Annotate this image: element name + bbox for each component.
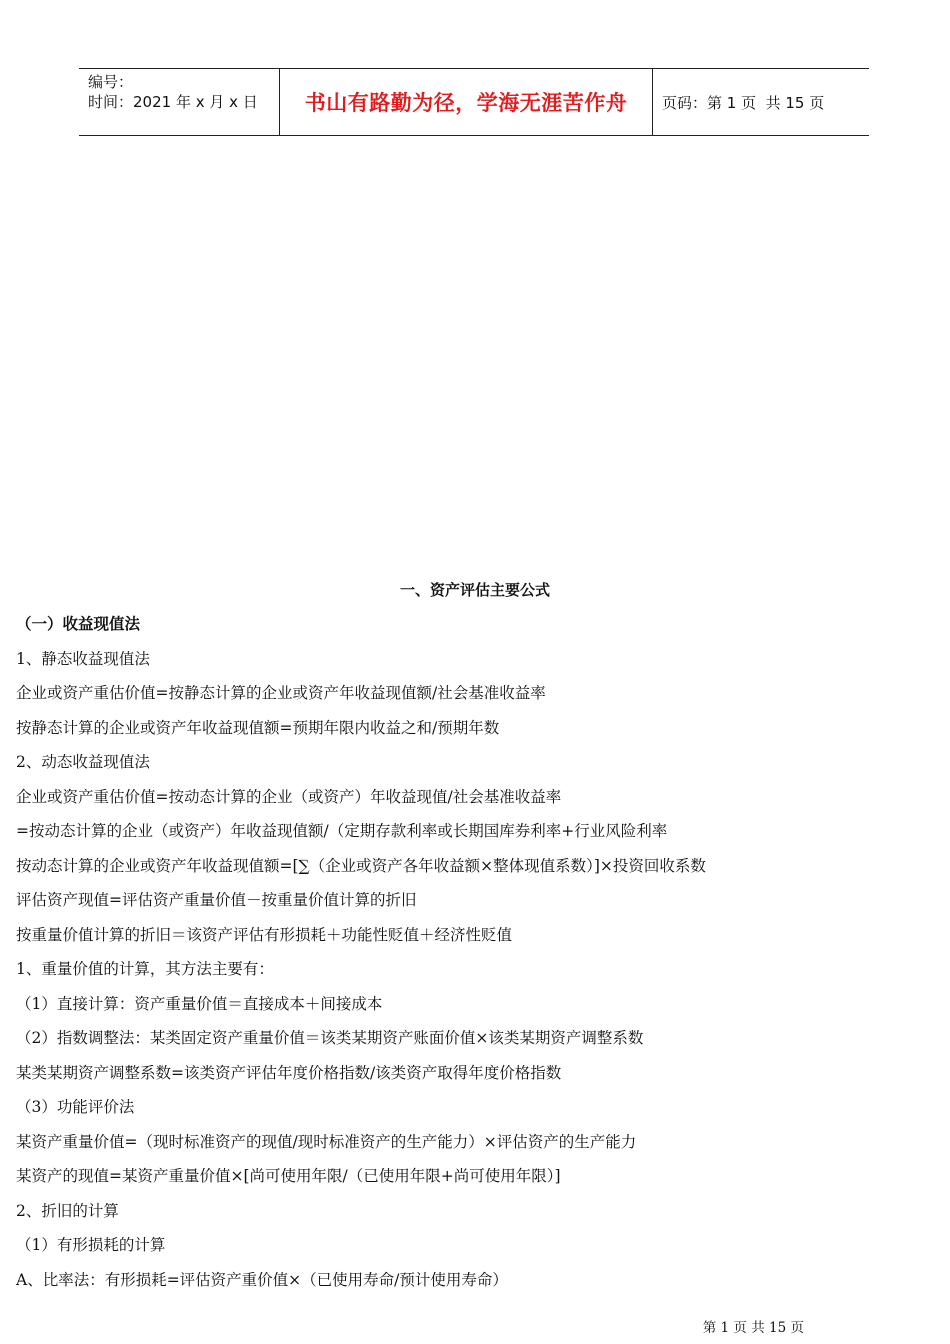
body-line: 评估资产现值=评估资产重量价值－按重量价值计算的折旧: [16, 891, 417, 909]
page-footer: 第 1 页 共 15 页: [702, 1320, 804, 1336]
date-label: 时间：2021 年 x 月 x 日: [88, 93, 258, 111]
body-line: （1）有形损耗的计算: [16, 1236, 166, 1254]
header-motto: 书山有路勤为径，学海无涯苦作舟: [280, 69, 653, 135]
header-meta-cell: [79, 69, 280, 135]
number-label: 编号：: [88, 73, 134, 91]
body-line: 2、折旧的计算: [16, 1202, 119, 1220]
body-line: 企业或资产重估价值=按动态计算的企业（或资产）年收益现值/社会基准收益率: [16, 788, 562, 806]
body-line: 1、重量价值的计算，其方法主要有：: [16, 960, 274, 978]
body-line: =按动态计算的企业（或资产）年收益现值额/（定期存款利率或长期国库券利率+行业风险利率: [16, 822, 668, 840]
body-line: （1）直接计算：资产重量价值＝直接成本＋间接成本: [16, 995, 383, 1013]
subsection-heading: （一）收益现值法: [16, 615, 141, 633]
body-line: 1、静态收益现值法: [16, 650, 150, 668]
body-line: （3）功能评价法: [16, 1098, 135, 1116]
body-line: 某类某期资产调整系数=该类资产评估年度价格指数/该类资产取得年度价格指数: [16, 1064, 562, 1082]
section-title: 一、资产评估主要公式: [399, 581, 550, 599]
header-page-info-cell: [653, 69, 869, 135]
body-line: 按静态计算的企业或资产年收益现值额=预期年限内收益之和/预期年数: [16, 719, 500, 737]
body-line: 2、动态收益现值法: [16, 753, 150, 771]
body-line: A、比率法：有形损耗=评估资产重价值×（已使用寿命/预计使用寿命）: [16, 1271, 508, 1289]
body-line: 某资产的现值=某资产重量价值×[尚可使用年限/（已使用年限+尚可使用年限）]: [16, 1167, 561, 1185]
header-page-info: 页码：第 1 页 共 15 页: [662, 93, 825, 112]
body-line: 某资产重量价值=（现时标准资产的现值/现时标准资产的生产能力）×评估资产的生产能力: [16, 1133, 637, 1151]
body-line: 按动态计算的企业或资产年收益现值额=[∑（企业或资产各年收益额×整体现值系数）]×投资回收系数: [16, 857, 706, 875]
body-line: （2）指数调整法：某类固定资产重量价值＝该类某期资产账面价值×该类某期资产调整系数: [16, 1029, 644, 1047]
body-line: 企业或资产重估价值=按静态计算的企业或资产年收益现值额/社会基准收益率: [16, 684, 546, 702]
document-header: [79, 68, 869, 136]
body-line: 按重量价值计算的折旧＝该资产评估有形损耗＋功能性贬值＋经济性贬值: [16, 926, 513, 944]
